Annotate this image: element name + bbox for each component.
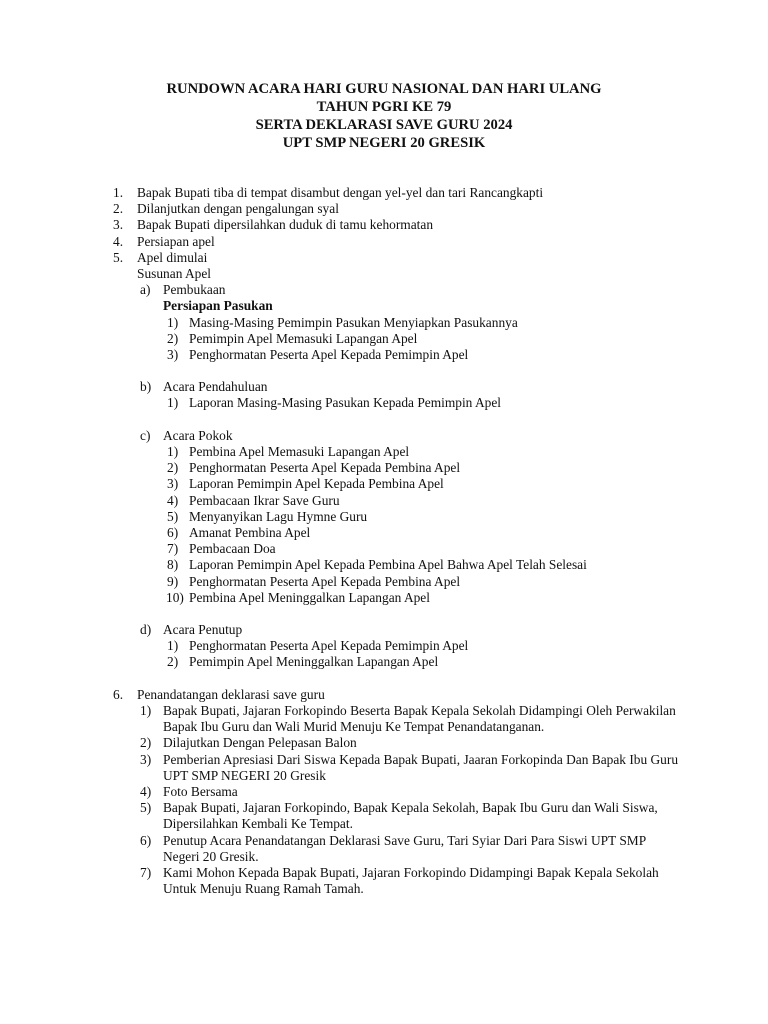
section-letter: c) xyxy=(140,427,151,443)
step-number: 2) xyxy=(167,460,179,476)
step-number: 9) xyxy=(167,573,179,589)
item-text: Apel dimulai xyxy=(137,249,208,265)
item-number: 6. xyxy=(113,686,124,702)
section-title: Acara Penutup xyxy=(163,622,243,638)
step-text: Foto Bersama xyxy=(163,783,238,799)
step-number: 6) xyxy=(167,524,179,540)
step-text: Menyanyikan Lagu Hymne Guru xyxy=(189,508,368,524)
step-item xyxy=(0,784,768,800)
step-text: Pemimpin Apel Memasuki Lapangan Apel xyxy=(189,330,418,346)
step-text: Masing-Masing Pemimpin Pasukan Menyiapkan Pasukannya xyxy=(189,314,518,330)
section-header xyxy=(0,428,768,444)
step-item xyxy=(0,525,768,541)
document-title xyxy=(0,80,768,152)
step-item xyxy=(0,460,768,476)
step-text: Bapak Bupati, Jajaran Forkopindo Beserta Bapak Kepala Sekolah Didampingi Oleh Perwakilan Bapak Ibu Guru dan Wali Murid Menuju Ke Tempat Penandatanganan. xyxy=(163,703,676,735)
step-number: 3) xyxy=(167,346,179,362)
section-subtitle: Persiapan Pasukan xyxy=(163,298,273,314)
step-number: 1) xyxy=(140,703,152,718)
step-number: 1) xyxy=(167,638,179,654)
step-number: 10) xyxy=(166,589,184,605)
section-header xyxy=(0,622,768,638)
section-title: Acara Pokok xyxy=(163,427,233,443)
step-item xyxy=(0,574,768,590)
step-text: Pembina Apel Meninggalkan Lapangan Apel xyxy=(189,589,430,605)
section-letter: b) xyxy=(140,379,152,395)
step-number: 1) xyxy=(167,395,179,411)
item-number: 1. xyxy=(113,185,124,200)
step-number: 7) xyxy=(140,864,152,880)
item-text: Bapak Bupati dipersilahkan duduk di tamu kehormatan xyxy=(137,217,434,233)
item-number: 5. xyxy=(113,249,124,265)
section-letter: a) xyxy=(140,282,151,298)
step-number: 5) xyxy=(140,800,152,816)
list-item xyxy=(0,687,768,703)
step-text: Laporan Masing-Masing Pasukan Kepada Pemimpin Apel xyxy=(189,395,502,411)
step-item xyxy=(0,638,768,654)
step-number: 2) xyxy=(140,735,152,751)
step-text: Pembacaan Ikrar Save Guru xyxy=(189,492,340,508)
item-number: 2. xyxy=(113,201,124,217)
step-item xyxy=(0,800,768,832)
item-number: 4. xyxy=(113,233,124,249)
title-line-3: SERTA DEKLARASI SAVE GURU 2024 xyxy=(255,117,513,133)
section-title: Acara Pendahuluan xyxy=(163,379,268,395)
step-number: 6) xyxy=(140,832,152,848)
item-text: Persiapan apel xyxy=(137,233,215,249)
step-item xyxy=(0,315,768,331)
spacer xyxy=(0,671,768,687)
step-item xyxy=(0,395,768,411)
section-letter: d) xyxy=(140,622,152,638)
step-number: 5) xyxy=(167,508,179,524)
step-item xyxy=(0,557,768,573)
step-text: Penghormatan Peserta Apel Kepada Pembina Apel xyxy=(189,573,461,589)
step-item xyxy=(0,865,768,897)
title-line-2: TAHUN PGRI KE 79 xyxy=(316,99,452,115)
section-header xyxy=(0,379,768,395)
list-item xyxy=(0,250,768,266)
step-number: 7) xyxy=(167,541,179,557)
spacer xyxy=(0,363,768,379)
step-text: Penghormatan Peserta Apel Kepada Pemimpin Apel xyxy=(189,346,469,362)
step-item xyxy=(0,331,768,347)
step-text: Bapak Bupati, Jajaran Forkopindo, Bapak Kepala Sekolah, Bapak Ibu Guru dan Wali Siswa, Dipersilahkan Kembali Ke Tempat. xyxy=(163,800,658,832)
step-item xyxy=(0,347,768,363)
step-number: 3) xyxy=(140,751,152,767)
step-item xyxy=(0,590,768,606)
step-text: Penutup Acara Penandatangan Deklarasi Save Guru, Tari Syiar Dari Para Siswi UPT SMP Negeri 20 Gresik. xyxy=(163,832,646,864)
list-item xyxy=(0,185,768,201)
step-item xyxy=(0,654,768,670)
step-number: 1) xyxy=(167,444,179,459)
step-number: 4) xyxy=(140,783,152,799)
step-item xyxy=(0,509,768,525)
step-item xyxy=(0,833,768,865)
step-text: Pembacaan Doa xyxy=(189,541,276,557)
step-item xyxy=(0,752,768,784)
step-text: Penghormatan Peserta Apel Kepada Pembina Apel xyxy=(189,460,461,476)
step-item xyxy=(0,703,768,735)
spacer xyxy=(0,606,768,622)
step-item xyxy=(0,735,768,751)
step-text: Penghormatan Peserta Apel Kepada Pemimpin Apel xyxy=(189,638,469,654)
step-number: 2) xyxy=(167,654,179,670)
step-item xyxy=(0,476,768,492)
step-number: 2) xyxy=(167,330,179,346)
step-text: Dilajutkan Dengan Pelepasan Balon xyxy=(163,735,357,751)
step-text: Pemimpin Apel Meninggalkan Lapangan Apel xyxy=(189,654,439,670)
item-number: 3. xyxy=(113,217,124,233)
item-text: Penandatangan deklarasi save guru xyxy=(137,686,325,702)
section-title: Pembukaan xyxy=(163,282,226,298)
step-number: 1) xyxy=(167,314,179,330)
step-number: 4) xyxy=(167,492,179,508)
list-item xyxy=(0,217,768,233)
step-text: Laporan Pemimpin Apel Kepada Pembina Apel xyxy=(189,476,444,492)
step-item xyxy=(0,493,768,509)
title-line-4: UPT SMP NEGERI 20 GRESIK xyxy=(282,135,486,151)
step-text: Amanat Pembina Apel xyxy=(189,524,311,540)
step-item xyxy=(0,541,768,557)
title-line-1: RUNDOWN ACARA HARI GURU NASIONAL DAN HARI ULANG xyxy=(166,81,602,97)
susunan-apel-label: Susunan Apel xyxy=(137,265,212,281)
section-header xyxy=(0,282,768,298)
step-text: Laporan Pemimpin Apel Kepada Pembina Apel Bahwa Apel Telah Selesai xyxy=(189,557,587,573)
step-number: 3) xyxy=(167,476,179,492)
step-text: Kami Mohon Kepada Bapak Bupati, Jajaran Forkopindo Didampingi Bapak Kepala Sekolah Untuk Menuju Ruang Ramah Tamah. xyxy=(163,864,659,897)
spacer xyxy=(0,412,768,428)
rundown-list xyxy=(0,185,768,897)
step-number: 8) xyxy=(167,557,179,573)
item-text: Dilanjutkan dengan pengalungan syal xyxy=(137,201,339,217)
step-text: Pemberian Apresiasi Dari Siswa Kepada Bapak Bupati, Jaaran Forkopinda Dan Bapak Ibu Guru UPT SMP NEGERI 20 Gresik xyxy=(163,751,679,783)
step-item xyxy=(0,444,768,460)
list-item xyxy=(0,201,768,217)
list-item xyxy=(0,234,768,250)
step-text: Pembina Apel Memasuki Lapangan Apel xyxy=(189,444,410,459)
item-text: Bapak Bupati tiba di tempat disambut dengan yel-yel dan tari Rancangkapti xyxy=(137,185,544,200)
